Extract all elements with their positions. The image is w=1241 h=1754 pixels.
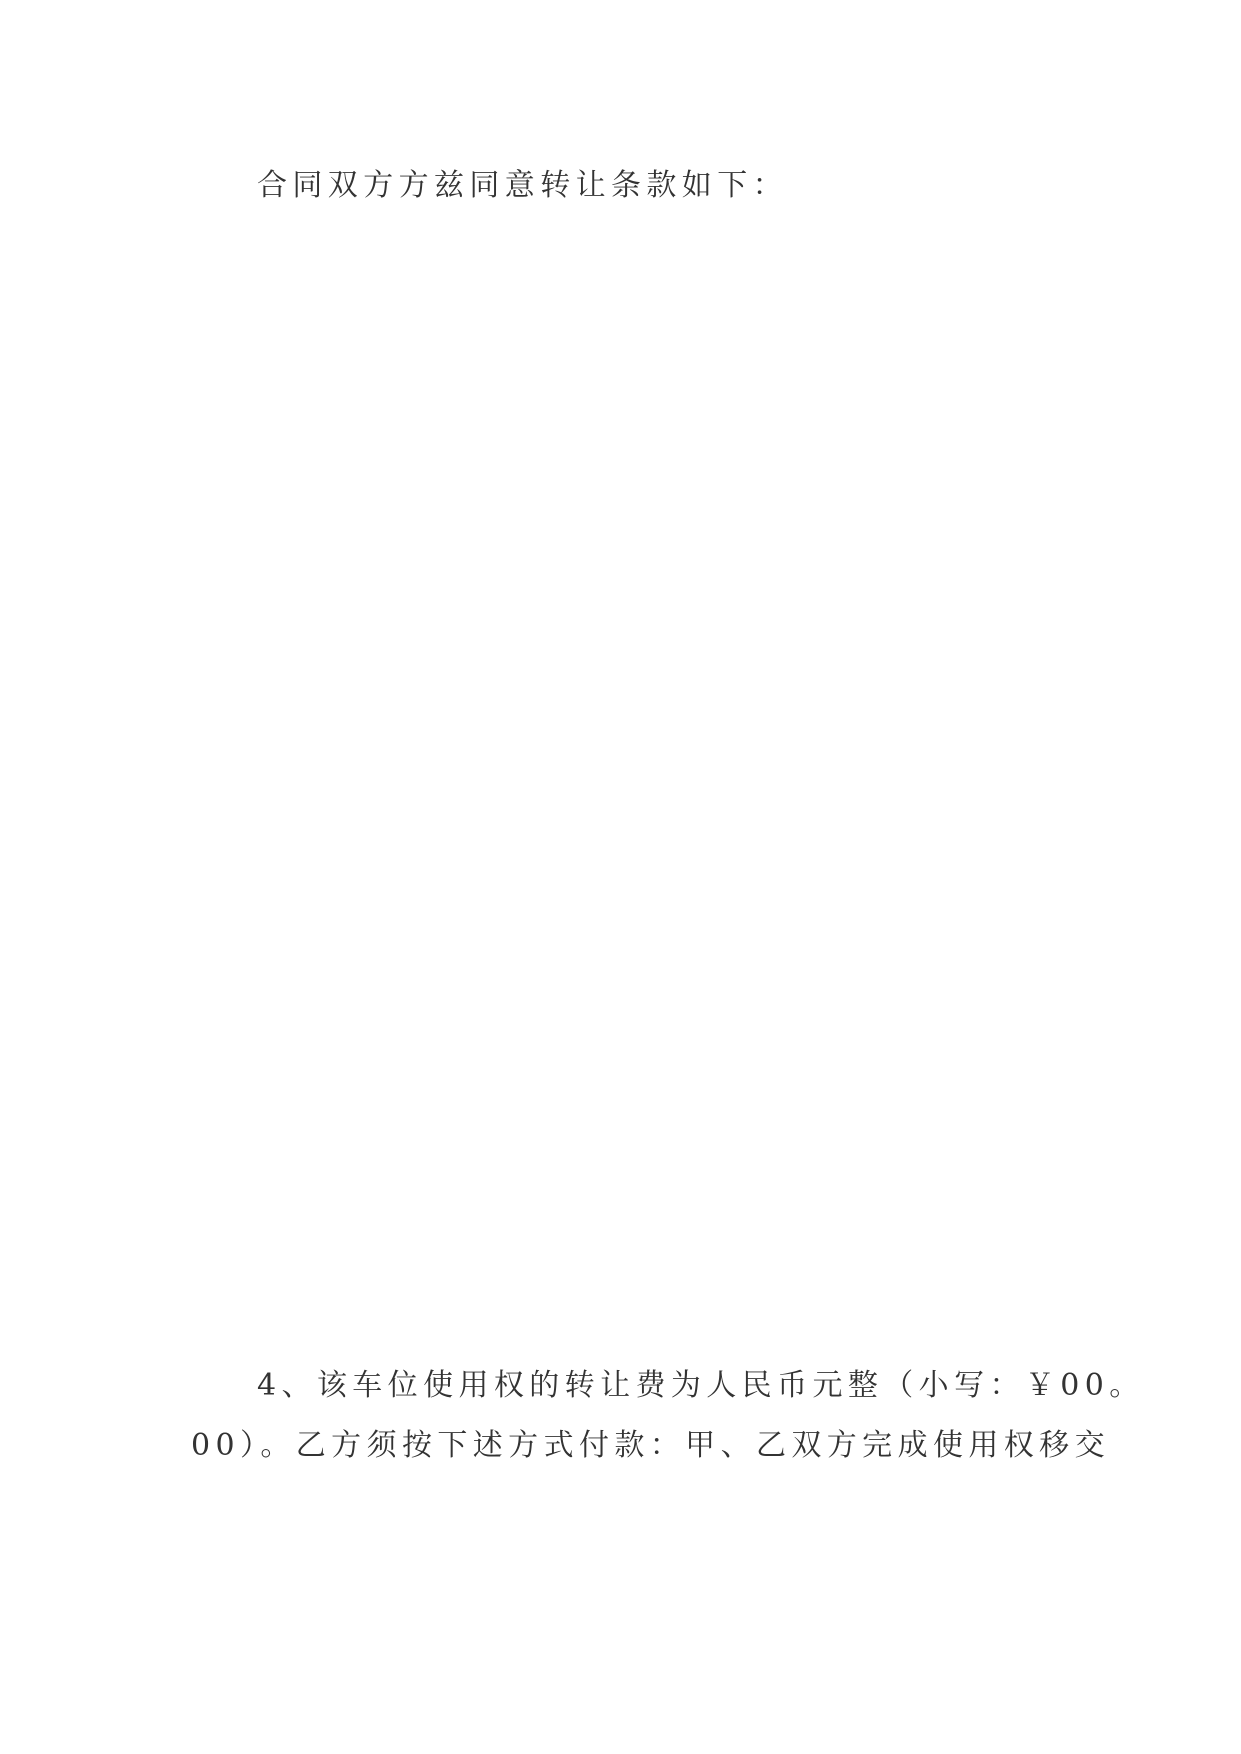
text-line	[191, 1296, 1051, 1356]
text-line	[191, 636, 1051, 696]
text-line	[191, 456, 1051, 516]
text-line	[191, 876, 1051, 936]
text-line	[191, 1476, 1051, 1536]
text-line: 合同双方方兹同意转让条款如下：	[257, 168, 788, 203]
text-line	[191, 1116, 1051, 1176]
text-line	[191, 516, 1051, 576]
text-line: 4、该车位使用权的转让费为人民币元整（小写：￥00。	[257, 1368, 1145, 1403]
text-line: 00）。乙方须按下述方式付款：甲、乙双方完成使用权移交	[191, 1428, 1110, 1463]
text-line	[191, 216, 1051, 276]
text-line	[191, 816, 1051, 876]
text-line	[191, 396, 1051, 456]
text-line	[191, 336, 1051, 396]
text-line	[191, 1056, 1051, 1116]
text-line	[191, 1236, 1051, 1296]
text-line	[191, 576, 1051, 636]
text-line	[191, 1176, 1051, 1236]
text-line	[191, 276, 1051, 336]
text-line	[191, 696, 1051, 756]
text-line	[191, 756, 1051, 816]
document-body	[191, 156, 1145, 1536]
text-line	[191, 936, 1051, 996]
text-line	[191, 996, 1051, 1056]
